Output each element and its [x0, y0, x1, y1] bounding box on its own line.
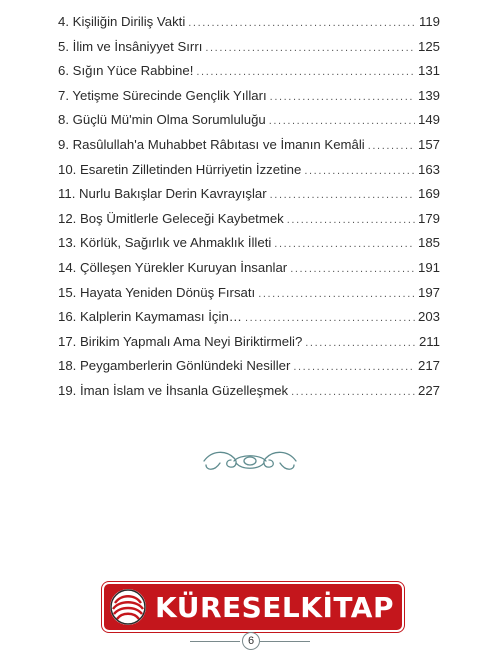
logo-text: KÜRESELKİTAP — [155, 590, 394, 624]
toc-entry-page: 131 — [417, 63, 440, 79]
toc-entry-title: 7. Yetişme Sürecinde Gençlik Yılları — [58, 87, 267, 103]
toc-entry-page: 203 — [417, 309, 440, 325]
toc-entry-title: 9. Rasûlullah'a Muhabbet Râbıtası ve İmanın Kemâli — [58, 136, 365, 152]
toc-entry-title: 13. Körlük, Sağırlık ve Ahmaklık İlleti — [58, 235, 272, 251]
toc-leader-dots — [269, 109, 415, 134]
toc-entry-title: 12. Boş Ümitlerle Geleceği Kaybetmek — [58, 210, 284, 226]
toc-entry-page: 125 — [417, 38, 440, 54]
toc-entry[interactable] — [58, 330, 440, 355]
table-of-contents — [58, 10, 440, 404]
toc-entry-page: 119 — [418, 14, 440, 29]
toc-entry-title: 19. İman İslam ve İhsanla Güzelleşmek — [58, 382, 289, 398]
toc-entry[interactable] — [58, 207, 440, 232]
toc-leader-dots — [188, 11, 416, 36]
toc-entry-page: 227 — [417, 382, 440, 398]
toc-leader-dots — [368, 134, 415, 159]
toc-entry-page: 179 — [417, 210, 440, 226]
toc-entry[interactable] — [58, 35, 440, 60]
toc-entry-title: 4. Kişiliğin Diriliş Vakti — [58, 14, 186, 29]
toc-leader-dots — [274, 232, 415, 257]
toc-entry-title: 11. Nurlu Bakışlar Derin Kavrayışlar — [58, 186, 267, 202]
toc-entry-page: 211 — [418, 333, 440, 349]
toc-entry[interactable] — [58, 133, 440, 158]
toc-entry-title: 16. Kalplerin Kaymaması İçin… — [58, 309, 242, 325]
toc-entry-title: 15. Hayata Yeniden Dönüş Fırsatı — [58, 284, 256, 300]
toc-leader-dots — [245, 306, 415, 331]
toc-entry-page: 149 — [417, 112, 440, 128]
toc-entry[interactable] — [58, 354, 440, 379]
toc-leader-dots — [270, 183, 415, 208]
toc-entry[interactable] — [58, 305, 440, 330]
toc-entry-title: 5. İlim ve İnsâniyyet Sırrı — [58, 38, 203, 54]
toc-leader-dots — [270, 85, 415, 110]
toc-entry-page: 191 — [417, 259, 440, 275]
toc-entry-title: 10. Esaretin Zilletinden Hürriyetin İzzetine — [58, 161, 302, 177]
toc-leader-dots — [291, 380, 415, 405]
toc-leader-dots — [304, 159, 415, 184]
toc-entry[interactable] — [58, 59, 440, 84]
toc-leader-dots — [305, 331, 416, 356]
page-number-left-rule — [190, 641, 240, 642]
toc-entry-title: 14. Çölleşen Yürekler Kuruyan İnsanlar — [58, 259, 288, 275]
toc-entry[interactable] — [58, 281, 440, 306]
toc-entry[interactable] — [58, 158, 440, 183]
toc-leader-dots — [196, 60, 415, 85]
toc-leader-dots — [258, 282, 415, 307]
toc-leader-dots — [293, 355, 415, 380]
toc-entry-title: 17. Birikim Yapmalı Ama Neyi Biriktirmeli? — [58, 333, 303, 349]
toc-entry[interactable] — [58, 182, 440, 207]
toc-entry-title: 8. Güçlü Mü'min Olma Sorumluluğu — [58, 112, 266, 128]
toc-entry-page: 139 — [417, 87, 440, 103]
toc-entry[interactable] — [58, 10, 440, 35]
toc-entry-title: 6. Sığın Yüce Rabbine! — [58, 63, 194, 79]
toc-entry-page: 157 — [417, 136, 440, 152]
toc-entry[interactable] — [58, 108, 440, 133]
page-number-footer — [190, 632, 310, 650]
toc-entry-page: 197 — [417, 284, 440, 300]
toc-entry-page: 169 — [417, 186, 440, 202]
toc-entry-title: 18. Peygamberlerin Gönlündeki Nesiller — [58, 358, 291, 374]
toc-entry[interactable] — [58, 256, 440, 281]
publisher-logo — [104, 584, 402, 630]
flourish-ornament-icon — [200, 444, 300, 478]
toc-entry[interactable] — [58, 379, 440, 404]
toc-leader-dots — [287, 208, 415, 233]
toc-entry-page: 185 — [417, 235, 440, 251]
toc-entry[interactable] — [58, 84, 440, 109]
page-number: 6 — [242, 632, 260, 650]
toc-leader-dots — [205, 36, 415, 61]
toc-entry-page: 163 — [417, 161, 440, 177]
globe-logo-icon — [109, 588, 147, 626]
toc-leader-dots — [290, 257, 415, 282]
page-number-right-rule — [260, 641, 310, 642]
toc-entry[interactable] — [58, 231, 440, 256]
toc-entry-page: 217 — [417, 358, 440, 374]
